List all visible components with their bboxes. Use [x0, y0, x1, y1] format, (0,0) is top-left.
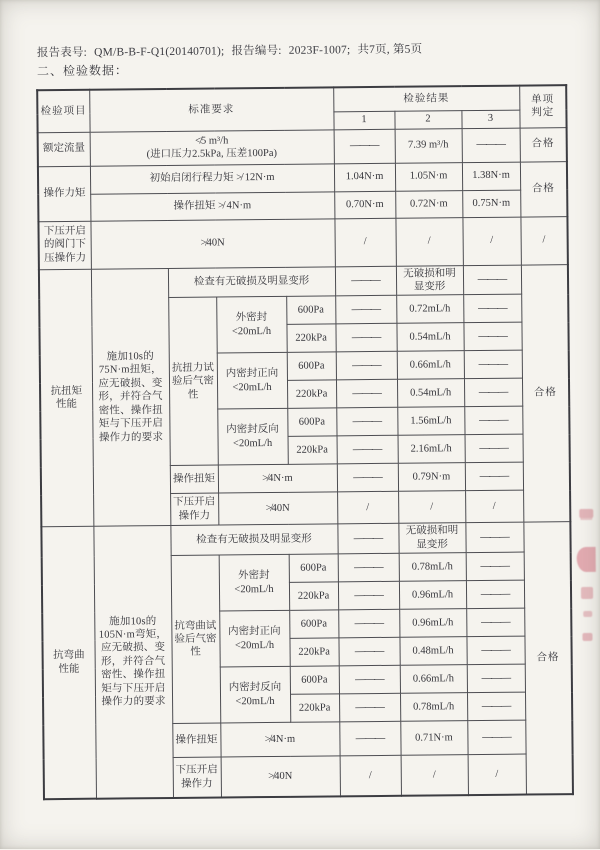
result-dash: ——— [466, 580, 524, 609]
pressure-220kpa: 220kPa [289, 582, 338, 610]
result-dash: ——— [338, 638, 399, 667]
report-form-value: QM/B-B-F-Q1(20140701); [94, 45, 225, 59]
result-dash: ——— [462, 128, 520, 163]
outer-seal-label: 外密封 <20mL/h [216, 297, 287, 354]
s1-press-open-standard: ≯40N [218, 492, 337, 525]
report-no-label: 报告编号: [231, 44, 282, 58]
pressure-220kpa: 220kPa [289, 638, 338, 666]
inner-seal-rev-label: 内密封反向 <20mL/h [217, 409, 288, 466]
s1-op-torque-standard: ≯4N·m [218, 464, 337, 493]
op-torque-standard-b: 操作扭矩 ≯ 4N·m [90, 191, 334, 220]
report-no-value: 2023F-1007; [288, 44, 351, 57]
result-dash: ——— [463, 294, 521, 323]
s2-press-open-standard: ≯40N [221, 756, 340, 797]
s2-op-torque-label: 操作扭矩 [172, 723, 220, 757]
anti-bend-check-result-2: 无破损和明 显变形 [398, 523, 465, 554]
result-slash: / [401, 755, 468, 796]
result-dash: ——— [335, 296, 396, 325]
s1-press-open-label: 下压开启 操作力 [170, 493, 218, 525]
result-dash: ——— [339, 694, 400, 723]
result-dash: ——— [467, 664, 525, 693]
press-open-item: 下压开启 的阀门下 压操作力 [38, 221, 90, 269]
pressure-600pa: 600Pa [287, 408, 336, 436]
press-open-judgement: / [520, 216, 567, 264]
s1-rev-600-result: 1.56mL/h [397, 407, 464, 436]
op-torque-standard-a: 初始启闭行程力矩 ≯ 12N·m [90, 163, 334, 193]
result-slash: / [462, 217, 520, 266]
result-slash: / [340, 756, 401, 797]
result-dash: ——— [336, 408, 397, 437]
s1-outer-600-result: 0.72mL/h [396, 295, 463, 324]
rated-flow-judgement: 合格 [520, 127, 567, 161]
stamp-mark [581, 587, 593, 599]
s1-outer-220-result: 0.54mL/h [396, 323, 463, 352]
col-header-judgement: 单项 判定 [519, 85, 566, 127]
rated-flow-item: 额定流量 [38, 132, 90, 166]
s1-fwd-600-result: 0.66mL/h [397, 351, 464, 380]
s2-op-torque-standard: ≯4N·m [220, 722, 339, 757]
inner-seal-fwd-label: 内密封正向 <20mL/h [217, 353, 288, 410]
anti-bend-item: 抗弯曲 性能 [41, 527, 96, 799]
op-torque-b-result-1: 0.70N·m [334, 191, 395, 219]
anti-torque-gas-label: 抗扭力试 验后气密 性 [168, 297, 218, 465]
red-stamp-fragment [570, 507, 600, 649]
pressure-220kpa: 220kPa [288, 436, 337, 464]
rated-flow-result-2: 7.39 m³/h [395, 128, 462, 163]
col-header-sample-2: 2 [394, 110, 461, 129]
s2-fwd-600-result: 0.96mL/h [399, 609, 466, 638]
result-dash: ——— [337, 436, 398, 465]
result-dash: ——— [465, 434, 523, 463]
result-dash: ——— [463, 265, 521, 295]
inspection-data-table [36, 84, 574, 800]
rated-flow-standard: ≮5 m³/h (进口压力2.5kPa, 压差100Pa) [90, 129, 334, 165]
pressure-600pa: 600Pa [287, 352, 336, 380]
result-slash: / [334, 218, 395, 267]
s2-outer-600-result: 0.78mL/h [399, 553, 466, 582]
result-slash: / [398, 491, 465, 524]
pressure-220kpa: 220kPa [290, 694, 339, 722]
anti-torque-item: 抗扭矩 性能 [39, 269, 93, 527]
report-header-line [37, 40, 427, 60]
s2-rev-220-result: 0.78mL/h [400, 693, 467, 722]
result-dash: ——— [466, 636, 524, 665]
press-open-standard: ≯40N [90, 218, 334, 268]
pressure-600pa: 600Pa [289, 554, 338, 582]
op-torque-b-result-3: 0.75N·m [462, 190, 520, 218]
result-dash: ——— [334, 129, 395, 164]
pressure-220kpa: 220kPa [286, 324, 335, 352]
result-dash: ——— [466, 552, 524, 581]
anti-bend-gas-label: 抗弯曲试 验后气密 性 [171, 555, 221, 723]
col-header-sample-1: 1 [333, 111, 394, 130]
result-dash: ——— [467, 692, 525, 721]
result-dash: ——— [335, 324, 396, 353]
outer-seal-label: 外密封 <20mL/h [219, 555, 290, 612]
op-torque-judgement: 合格 [520, 161, 568, 216]
result-dash: ——— [339, 666, 400, 695]
result-dash: ——— [466, 608, 524, 637]
report-pages: 共7页, 第5页 [357, 43, 423, 57]
s2-press-open-label: 下压开启 操作力 [173, 757, 221, 797]
op-torque-a-result-1: 1.04N·m [334, 163, 395, 192]
anti-torque-judgement: 合格 [521, 264, 570, 522]
pressure-600pa: 600Pa [290, 666, 339, 694]
inner-seal-rev-label: 内密封反向 <20mL/h [220, 667, 291, 724]
result-slash: / [465, 490, 523, 523]
result-dash: ——— [339, 722, 400, 757]
op-torque-a-result-3: 1.38N·m [462, 162, 520, 191]
result-dash: ——— [338, 610, 399, 639]
result-dash: ——— [338, 582, 399, 611]
anti-torque-check-label: 检查有无破损及明显变形 [168, 266, 335, 297]
result-dash: ——— [338, 554, 399, 583]
anti-torque-check-result-2: 无破损和明 显变形 [396, 265, 463, 296]
result-slash: / [395, 217, 462, 266]
anti-bend-description: 施加10s的105N·m弯矩，应无破损、变形，并符合气密性、操作扭矩与下压开启操作力的要求 [93, 526, 173, 799]
report-form-label: 报告表号: [36, 46, 88, 60]
result-dash: ——— [465, 462, 523, 491]
result-dash: ——— [464, 378, 522, 407]
op-torque-a-result-2: 1.05N·m [395, 162, 462, 191]
s2-outer-220-result: 0.96mL/h [399, 581, 466, 610]
s1-rev-220-result: 2.16mL/h [398, 435, 465, 464]
col-header-result: 检验结果 [333, 86, 519, 112]
col-header-sample-3: 3 [461, 110, 519, 129]
pressure-600pa: 600Pa [286, 296, 335, 324]
section-title: 二、检验数据： [36, 63, 129, 79]
pressure-600pa: 600Pa [289, 610, 338, 638]
result-dash: ——— [336, 352, 397, 381]
result-dash: ——— [336, 380, 397, 409]
col-header-item: 检验项目 [37, 90, 89, 132]
col-header-standard: 标准要求 [89, 87, 333, 131]
s2-rev-600-result: 0.66mL/h [400, 665, 467, 694]
anti-torque-description: 施加10s的 75N·m扭矩，应无破损、变形，并符合气密性、操作扭矩与下压开启操作力的要求 [91, 268, 170, 527]
anti-bend-judgement: 合格 [523, 522, 573, 794]
s1-fwd-220-result: 0.54mL/h [397, 379, 464, 408]
s1-op-torque-label: 操作扭矩 [170, 465, 218, 493]
op-torque-b-result-2: 0.72N·m [395, 190, 462, 218]
s1-op-torque-result-2: 0.79N·m [398, 463, 465, 492]
pressure-220kpa: 220kPa [287, 380, 336, 408]
stamp-mark [583, 611, 592, 617]
stamp-mark [582, 633, 592, 641]
stamp-mark [577, 547, 596, 572]
result-dash: ——— [465, 522, 523, 552]
anti-bend-check-label: 检查有无破损及明显变形 [170, 524, 337, 555]
result-dash: ——— [335, 266, 396, 296]
result-dash: ——— [337, 524, 398, 554]
s2-op-torque-result-2: 0.71N·m [400, 721, 467, 756]
result-dash: ——— [467, 720, 525, 755]
result-dash: ——— [464, 350, 522, 379]
result-dash: ——— [464, 406, 522, 435]
result-slash: / [337, 492, 398, 525]
op-torque-item: 操作力矩 [38, 166, 91, 221]
result-dash: ——— [337, 464, 398, 493]
result-slash: / [468, 754, 526, 795]
stamp-mark [579, 509, 593, 518]
s2-fwd-220-result: 0.48mL/h [399, 637, 466, 666]
inner-seal-fwd-label: 内密封正向 <20mL/h [219, 611, 290, 668]
result-dash: ——— [463, 322, 521, 351]
